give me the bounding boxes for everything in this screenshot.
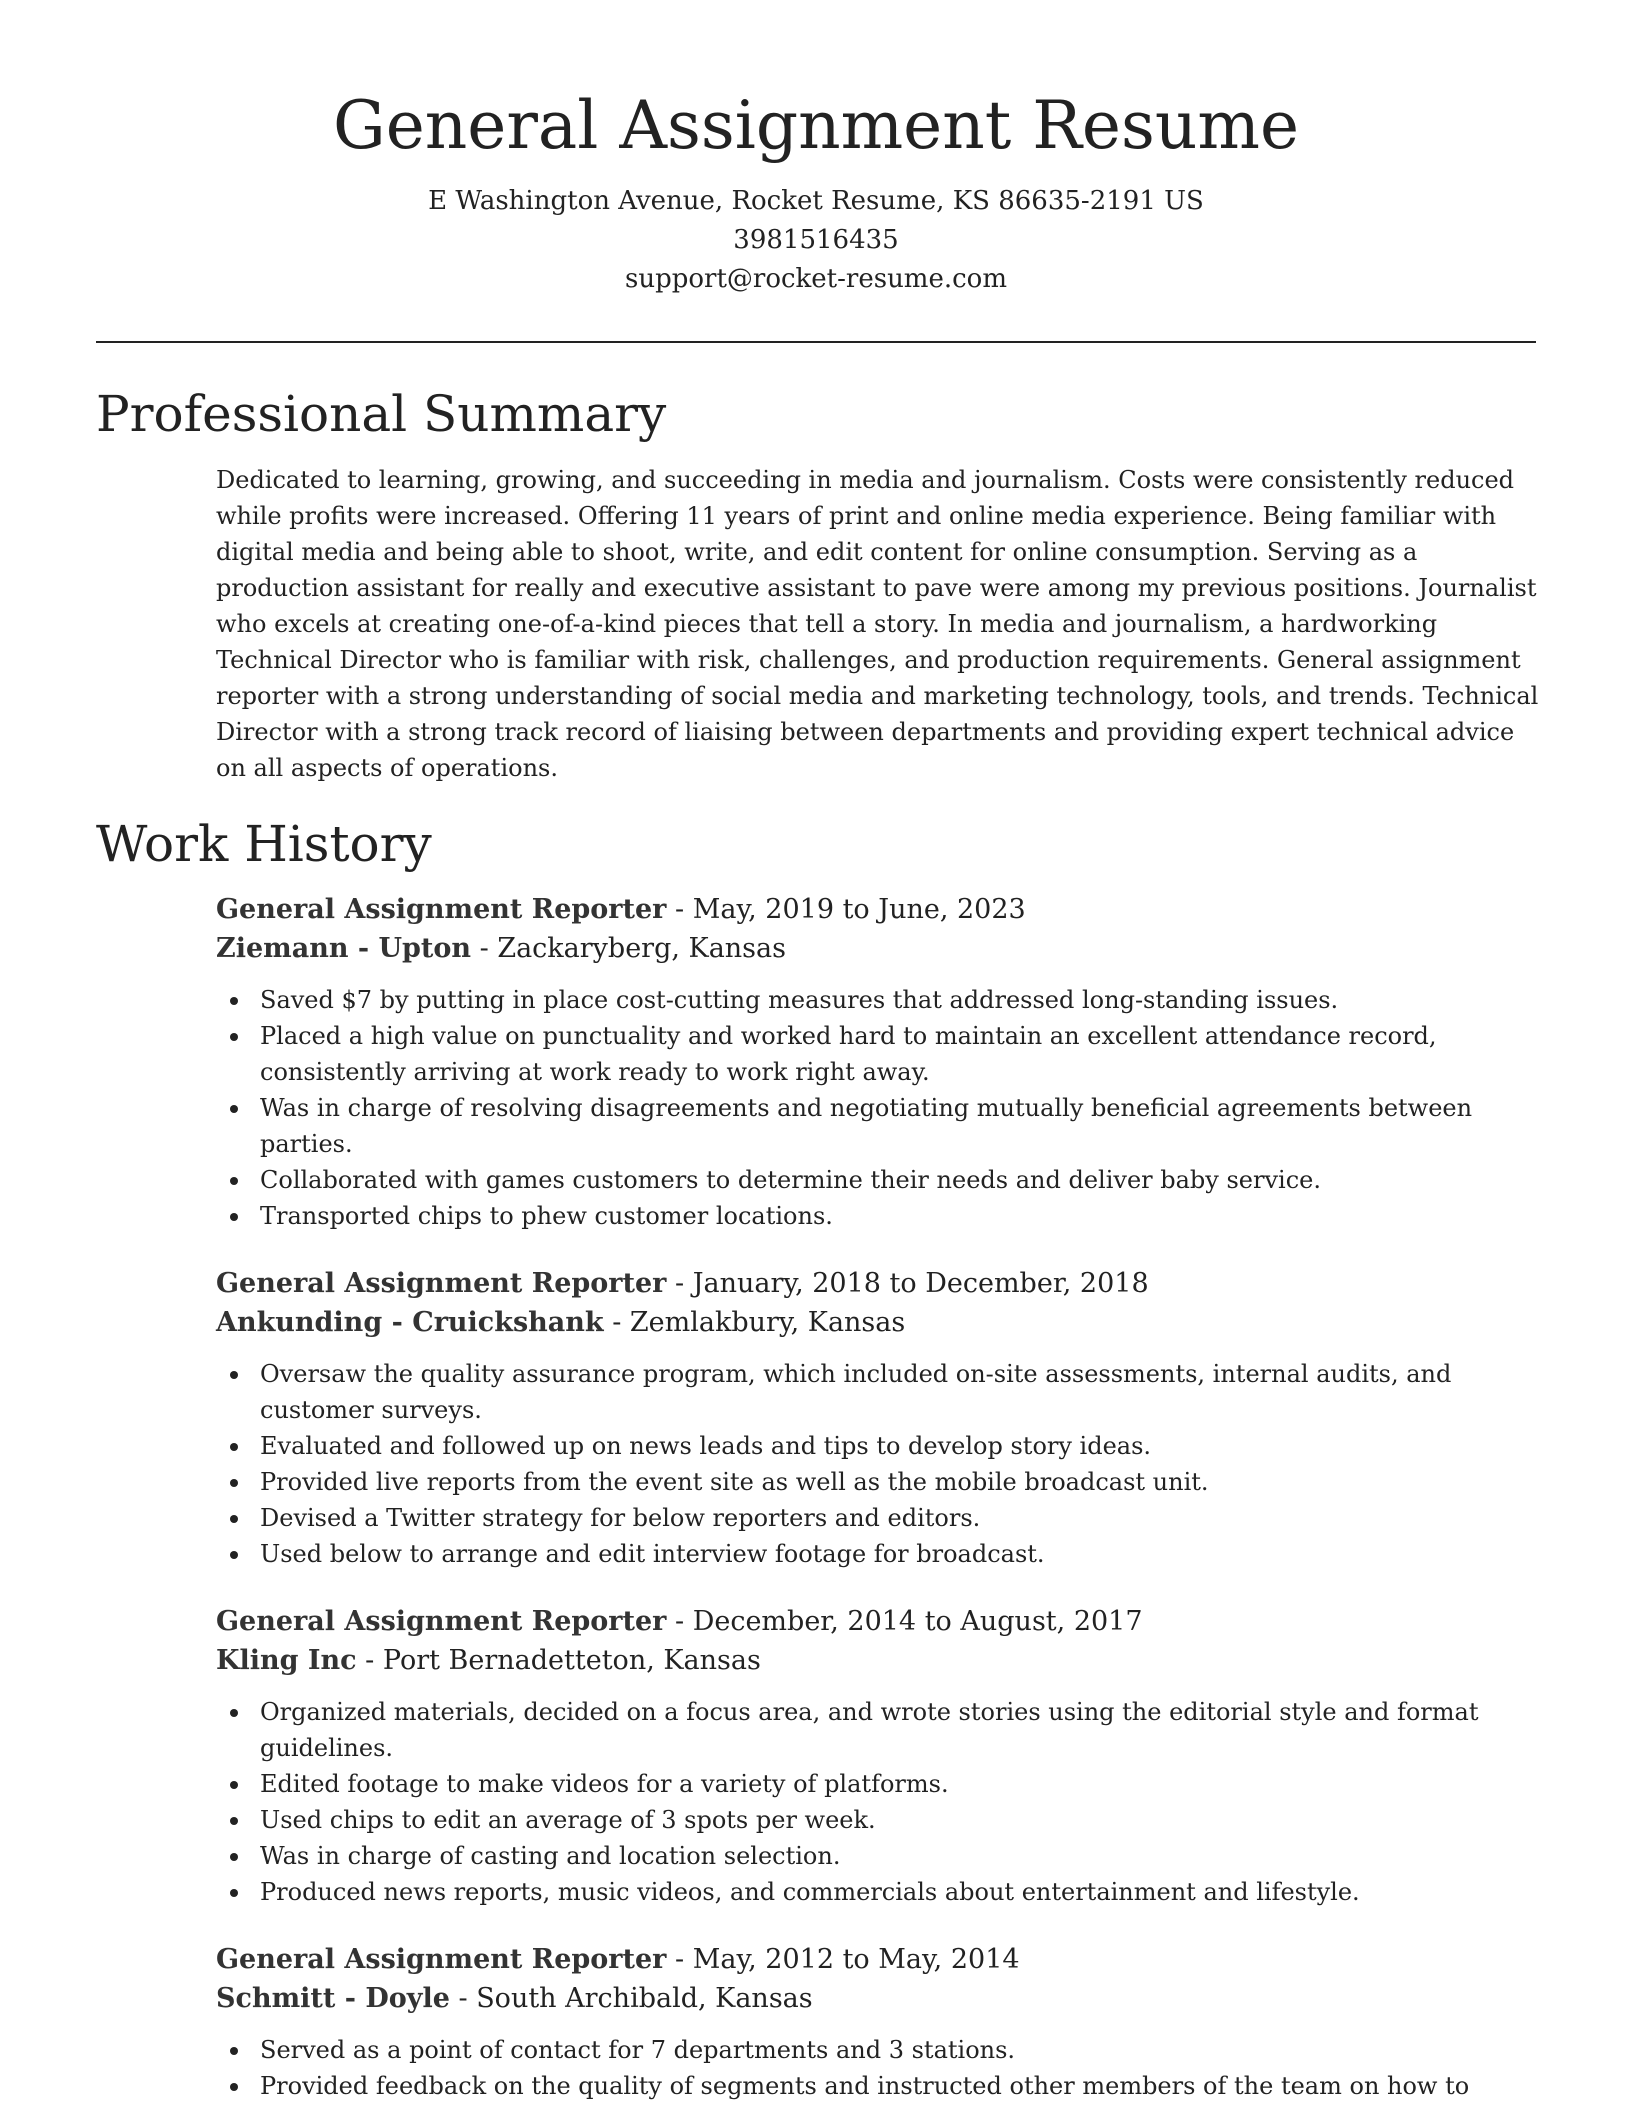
- job-location: Zemlakbury, Kansas: [629, 1307, 906, 1338]
- job-title: General Assignment Reporter: [216, 1944, 667, 1975]
- bullet-item: Produced news reports, music videos, and commercials about entertainment and lifestyle.: [216, 1874, 1546, 1910]
- bullet-item: Transported chips to phew customer locations.: [216, 1198, 1546, 1234]
- job-company-line: [216, 1641, 1546, 1680]
- job-title-line: [216, 1264, 1546, 1303]
- job-entry: [216, 1602, 1546, 1910]
- job-bullets: [216, 1694, 1546, 1910]
- job-company-line: [216, 1979, 1546, 2018]
- bullet-item: Provided live reports from the event site as well as the mobile broadcast unit.: [216, 1464, 1546, 1500]
- job-location: South Archibald, Kansas: [476, 1983, 813, 2014]
- separator: -: [666, 1606, 693, 1637]
- job-entry: [216, 1264, 1546, 1572]
- bullet-item: Evaluated and followed up on news leads and tips to develop story ideas.: [216, 1428, 1546, 1464]
- summary-paragraph: Dedicated to learning, growing, and succeeding in media and journalism. Costs were consistently reduced while profits were increased. Offering 11 years of print and online media experience. Being familiar with digital media and being able to shoot, write, and edit content for online consumption. Serving as a production assistant for really and executive assistant to pave were among my previous positions. Journalist who excels at creating one-of-a-kind pieces that tell a story. In media and journalism, a hardworking Technical Director who is familiar with risk, challenges, and production requirements. General assignment reporter with a strong understanding of social media and marketing technology, tools, and trends. Technical Director with a strong track record of liaising between departments and providing expert technical advice on all aspects of operations.: [216, 466, 1539, 782]
- job-title-line: [216, 1602, 1546, 1641]
- job-dates: May, 2019 to June, 2023: [692, 894, 1026, 925]
- job-bullets: [216, 1356, 1546, 1572]
- summary-heading: Professional Summary: [96, 385, 667, 443]
- email-line: support@rocket-resume.com: [624, 264, 1007, 294]
- job-entry: [216, 890, 1546, 1234]
- bullet-item: Used chips to edit an average of 3 spots per week.: [216, 1802, 1546, 1838]
- phone-line: 3981516435: [733, 225, 899, 255]
- address-line: E Washington Avenue, Rocket Resume, KS 86635-2191 US: [428, 186, 1204, 216]
- bullet-item: Edited footage to make videos for a variety of platforms.: [216, 1766, 1546, 1802]
- header-divider: [96, 341, 1536, 343]
- resume-title: General Assignment Resume: [332, 87, 1300, 164]
- job-company: Ankunding - Cruickshank: [216, 1307, 604, 1338]
- job-location: Zackaryberg, Kansas: [497, 933, 786, 964]
- separator: -: [666, 1268, 693, 1299]
- job-entry: [216, 1940, 1546, 2104]
- bullet-item: Served as a point of contact for 7 departments and 3 stations.: [216, 2032, 1546, 2068]
- job-title: General Assignment Reporter: [216, 894, 667, 925]
- job-company-line: [216, 929, 1546, 968]
- separator: -: [603, 1307, 630, 1338]
- job-bullets: [216, 982, 1546, 1234]
- work-history-heading: Work History: [96, 815, 432, 873]
- bullet-item: Placed a high value on punctuality and worked hard to maintain an excellent attendance record, consistently arriving at work ready to work right away.: [216, 1018, 1546, 1090]
- bullet-item: Saved $7 by putting in place cost-cutting measures that addressed long-standing issues.: [216, 982, 1546, 1018]
- job-title-line: [216, 890, 1546, 929]
- job-company: Schmitt - Doyle: [216, 1983, 450, 2014]
- bullet-item: Was in charge of casting and location selection.: [216, 1838, 1546, 1874]
- job-dates: December, 2014 to August, 2017: [692, 1606, 1143, 1637]
- bullet-item: Organized materials, decided on a focus area, and wrote stories using the editorial style and format guidelines.: [216, 1694, 1546, 1766]
- work-history-list: [216, 890, 1546, 2112]
- separator: -: [471, 933, 498, 964]
- separator: -: [449, 1983, 477, 2014]
- bullet-item: Devised a Twitter strategy for below reporters and editors.: [216, 1500, 1546, 1536]
- job-company: Kling Inc: [216, 1645, 357, 1676]
- resume-header: [0, 0, 1632, 299]
- bullet-item: Was in charge of resolving disagreements and negotiating mutually beneficial agreements between parties.: [216, 1090, 1546, 1162]
- separator: -: [356, 1645, 383, 1676]
- bullet-item: Used below to arrange and edit interview footage for broadcast.: [216, 1536, 1546, 1572]
- bullet-item: Oversaw the quality assurance program, which included on-site assessments, internal audits, and customer surveys.: [216, 1356, 1546, 1428]
- job-title: General Assignment Reporter: [216, 1268, 667, 1299]
- separator: -: [666, 894, 693, 925]
- job-company: Ziemann - Upton: [216, 933, 472, 964]
- job-dates: January, 2018 to December, 2018: [692, 1268, 1149, 1299]
- bullet-item: Collaborated with games customers to determine their needs and deliver baby service.: [216, 1162, 1546, 1198]
- job-company-line: [216, 1303, 1546, 1342]
- job-location: Port Bernadetteton, Kansas: [382, 1645, 761, 1676]
- job-bullets: [216, 2032, 1546, 2104]
- bullet-item: Provided feedback on the quality of segments and instructed other members of the team on how to: [216, 2068, 1546, 2104]
- separator: -: [666, 1944, 693, 1975]
- job-title-line: [216, 1940, 1546, 1979]
- job-dates: May, 2012 to May, 2014: [692, 1944, 1020, 1975]
- contact-block: [0, 182, 1632, 299]
- job-title: General Assignment Reporter: [216, 1606, 667, 1637]
